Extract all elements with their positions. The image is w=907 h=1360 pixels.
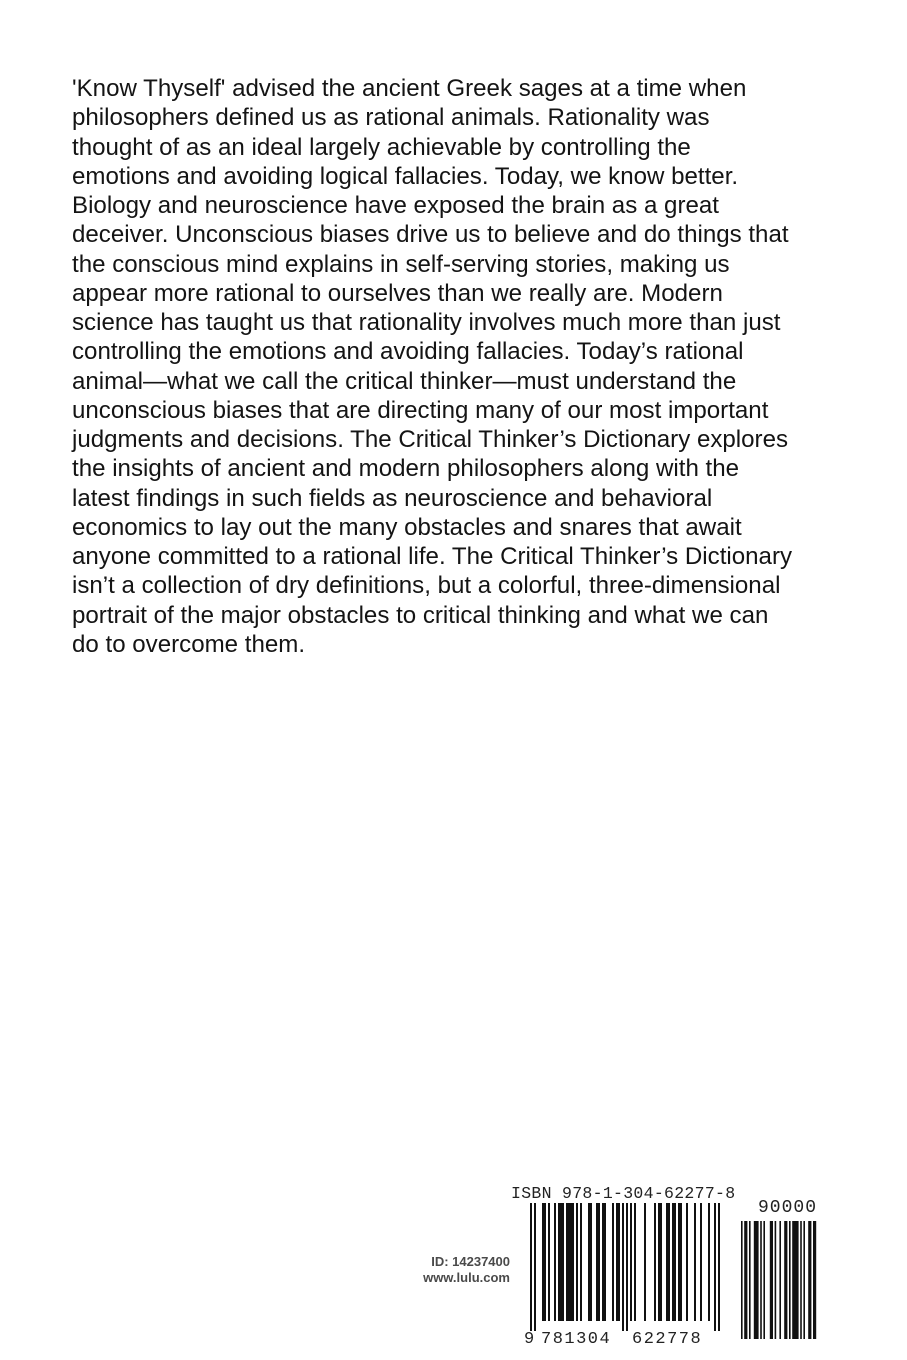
barcode-bar — [534, 1203, 536, 1331]
barcode-bar — [760, 1221, 762, 1339]
barcode-digits-left: 781304 — [541, 1330, 612, 1349]
blurb-line: appear more rational to ourselves than we really are. Modern — [72, 279, 723, 307]
barcode-bar — [658, 1203, 662, 1321]
barcode-bar — [580, 1203, 582, 1321]
blurb-line: the insights of ancient and modern philosophers along with the — [72, 455, 740, 483]
barcode-bar — [813, 1221, 816, 1339]
blurb-line: animal—what we call the critical thinker—must understand the — [72, 367, 737, 395]
blurb-line: judgments and decisions. The Critical Thinker’s Dictionary explores — [72, 426, 789, 453]
barcode-bar — [744, 1221, 747, 1339]
barcode-bar — [634, 1203, 636, 1321]
price-code: 90000 — [758, 1198, 818, 1218]
blurb-line: anyone committed to a rational life. The Critical Thinker’s Dictionary — [72, 543, 793, 570]
barcode-bar — [672, 1203, 676, 1321]
barcode-bar — [654, 1203, 656, 1321]
barcode-bar — [763, 1221, 765, 1339]
blurb-line: deceiver. Unconscious biases drive us to believe and do things that — [72, 221, 789, 249]
barcode-bar — [542, 1203, 546, 1321]
barcode-bar — [694, 1203, 696, 1321]
blurb-line: isn’t a collection of dry definitions, but a colorful, three-dimensional — [72, 572, 781, 600]
barcode-bar — [630, 1203, 632, 1321]
barcode-bar — [588, 1203, 592, 1321]
blurb-line: latest findings in such fields as neuroscience and behavioral — [72, 484, 713, 512]
barcode-bar — [622, 1203, 624, 1331]
barcode-bar — [616, 1203, 620, 1321]
barcode-bar — [754, 1221, 759, 1339]
barcode-bar — [808, 1221, 811, 1339]
barcode-bar — [779, 1221, 781, 1339]
barcode-bar — [741, 1221, 743, 1339]
barcode-bar — [700, 1203, 702, 1321]
blurb-line: philosophers defined us as rational animals. Rationality was — [72, 104, 710, 132]
blurb-line: do to overcome them. — [72, 630, 306, 658]
barcode-bar — [566, 1203, 574, 1321]
barcode-bar — [803, 1221, 805, 1339]
isbn-label: ISBN 978-1-304-62277-8 — [511, 1184, 736, 1203]
blurb-line: emotions and avoiding logical fallacies. Today, we know better. — [72, 162, 739, 190]
barcode-bar — [576, 1203, 578, 1321]
back-cover-blurb — [72, 74, 832, 659]
barcode-bar — [548, 1203, 550, 1321]
price-barcode — [741, 1221, 827, 1343]
blurb-line: the conscious mind explains in self-serving stories, making us — [72, 250, 730, 278]
barcode-bar — [678, 1203, 682, 1321]
barcode-bar — [749, 1221, 751, 1339]
publisher-url: www.lulu.com — [423, 1270, 510, 1285]
barcode-bar — [666, 1203, 670, 1321]
publisher-id: ID: 14237400 — [431, 1254, 510, 1269]
barcode-bar — [714, 1203, 716, 1331]
barcode-bar — [602, 1203, 606, 1321]
blurb-line: thought of as an ideal largely achievable by controlling the — [72, 133, 691, 161]
blurb-line: science has taught us that rationality involves much more than just — [72, 309, 781, 336]
barcode-bar — [530, 1203, 532, 1331]
barcode-bar — [775, 1221, 777, 1339]
barcode-bar — [596, 1203, 600, 1321]
blurb-line: Biology and neuroscience have exposed the brain as a great — [72, 192, 719, 219]
blurb-line: controlling the emotions and avoiding fallacies. Today’s rational — [72, 338, 744, 366]
barcode-bar — [792, 1221, 798, 1339]
blurb-line: unconscious biases that are directing many of our most important — [72, 396, 769, 424]
barcode-bar — [554, 1203, 556, 1321]
barcode-bar — [718, 1203, 720, 1331]
blurb-line: 'Know Thyself' advised the ancient Greek sages at a time when — [72, 75, 747, 102]
barcode-bar — [558, 1203, 564, 1321]
barcode-bar — [612, 1203, 614, 1321]
isbn-barcode — [530, 1203, 726, 1343]
barcode-bar — [800, 1221, 802, 1339]
barcode-bar — [686, 1203, 688, 1321]
barcode-bar — [708, 1203, 710, 1321]
barcode-digit-first: 9 — [524, 1330, 535, 1349]
blurb-line: portrait of the major obstacles to critical thinking and what we can — [72, 601, 769, 629]
publisher-info — [390, 1254, 510, 1286]
barcode-digits-right: 622778 — [632, 1330, 703, 1349]
blurb-line: economics to lay out the many obstacles and snares that await — [72, 513, 742, 541]
barcode-bar — [644, 1203, 646, 1321]
barcode-bar — [789, 1221, 791, 1339]
barcode-bar — [770, 1221, 773, 1339]
barcode-bar — [626, 1203, 628, 1331]
barcode-bar — [784, 1221, 787, 1339]
